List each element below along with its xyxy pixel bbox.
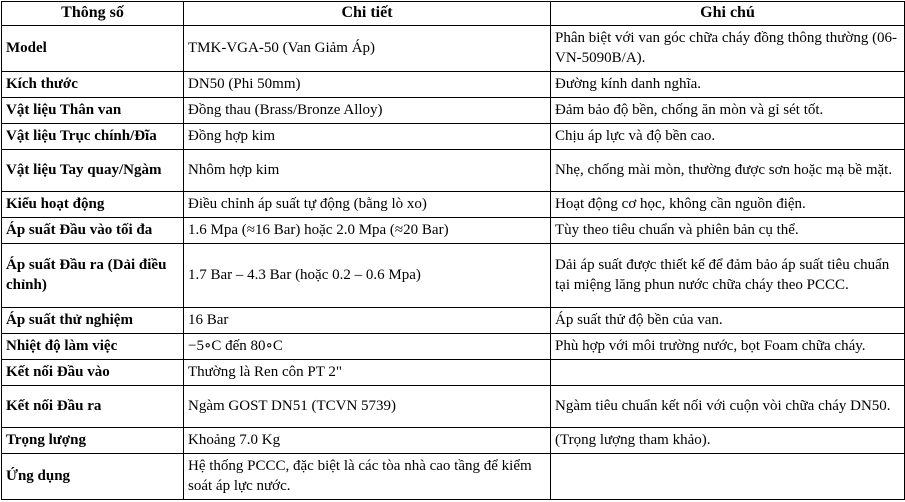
table-row (2, 334, 905, 360)
header-param: Thông số (2, 2, 184, 26)
note-cell: Tùy theo tiêu chuẩn và phiên bản cụ thể. (551, 218, 905, 244)
note-cell: Đảm bảo độ bền, chống ăn mòn và gỉ sét tốt. (551, 98, 905, 124)
detail-cell: 1.7 Bar – 4.3 Bar (hoặc 0.2 – 0.6 Mpa) (184, 244, 551, 308)
note-cell: Dải áp suất được thiết kế để đảm bảo áp suất tiêu chuẩn tại miệng lăng phun nước chữa cháy theo PCCC. (551, 244, 905, 308)
table-header-row (2, 2, 905, 26)
param-cell: Model (2, 26, 184, 72)
detail-cell: Hệ thống PCCC, đặc biệt là các tòa nhà cao tầng để kiểm soát áp lực nước. (184, 454, 551, 500)
detail-cell: −5∘C đến 80∘C (184, 334, 551, 360)
note-cell: Đường kính danh nghĩa. (551, 72, 905, 98)
detail-cell: Đồng thau (Brass/Bronze Alloy) (184, 98, 551, 124)
table-row (2, 26, 905, 72)
note-cell: Phù hợp với môi trường nước, bọt Foam chữa cháy. (551, 334, 905, 360)
param-cell: Trọng lượng (2, 428, 184, 454)
param-cell: Áp suất Đầu ra (Dải điều chỉnh) (2, 244, 184, 308)
note-cell: Áp suất thử độ bền của van. (551, 308, 905, 334)
note-cell: (Trọng lượng tham khảo). (551, 428, 905, 454)
param-cell: Kết nối Đầu vào (2, 360, 184, 386)
detail-cell: Thường là Ren côn PT 2" (184, 360, 551, 386)
table-row (2, 244, 905, 308)
param-cell: Kiểu hoạt động (2, 192, 184, 218)
note-cell: Phân biệt với van góc chữa cháy đồng thông thường (06-VN-5090B/A). (551, 26, 905, 72)
note-cell (551, 360, 905, 386)
detail-cell: TMK-VGA-50 (Van Giảm Áp) (184, 26, 551, 72)
param-cell: Áp suất Đầu vào tối đa (2, 218, 184, 244)
table-row (2, 150, 905, 192)
param-cell: Ứng dụng (2, 454, 184, 500)
param-cell: Vật liệu Thân van (2, 98, 184, 124)
note-cell (551, 454, 905, 500)
detail-cell: Ngàm GOST DN51 (TCVN 5739) (184, 386, 551, 428)
table-row (2, 428, 905, 454)
header-detail: Chi tiết (184, 2, 551, 26)
spec-table (1, 1, 905, 500)
table-row (2, 98, 905, 124)
param-cell: Nhiệt độ làm việc (2, 334, 184, 360)
note-cell: Chịu áp lực và độ bền cao. (551, 124, 905, 150)
param-cell: Áp suất thử nghiệm (2, 308, 184, 334)
table-row (2, 308, 905, 334)
detail-cell: Khoảng 7.0 Kg (184, 428, 551, 454)
table-row (2, 218, 905, 244)
detail-cell: 16 Bar (184, 308, 551, 334)
param-cell: Kích thước (2, 72, 184, 98)
param-cell: Vật liệu Tay quay/Ngàm (2, 150, 184, 192)
header-note: Ghi chú (551, 2, 905, 26)
param-cell: Vật liệu Trục chính/Đĩa (2, 124, 184, 150)
detail-cell: Nhôm hợp kim (184, 150, 551, 192)
table-row (2, 386, 905, 428)
note-cell: Ngàm tiêu chuẩn kết nối với cuộn vòi chữa cháy DN50. (551, 386, 905, 428)
detail-cell: Điều chỉnh áp suất tự động (bằng lò xo) (184, 192, 551, 218)
note-cell: Nhẹ, chống mài mòn, thường được sơn hoặc mạ bề mặt. (551, 150, 905, 192)
table-row (2, 192, 905, 218)
detail-cell: Đồng hợp kim (184, 124, 551, 150)
table-row (2, 72, 905, 98)
detail-cell: DN50 (Phi 50mm) (184, 72, 551, 98)
detail-cell: 1.6 Mpa (≈16 Bar) hoặc 2.0 Mpa (≈20 Bar) (184, 218, 551, 244)
table-row (2, 124, 905, 150)
param-cell: Kết nối Đầu ra (2, 386, 184, 428)
table-row (2, 454, 905, 500)
note-cell: Hoạt động cơ học, không cần nguồn điện. (551, 192, 905, 218)
table-row (2, 360, 905, 386)
